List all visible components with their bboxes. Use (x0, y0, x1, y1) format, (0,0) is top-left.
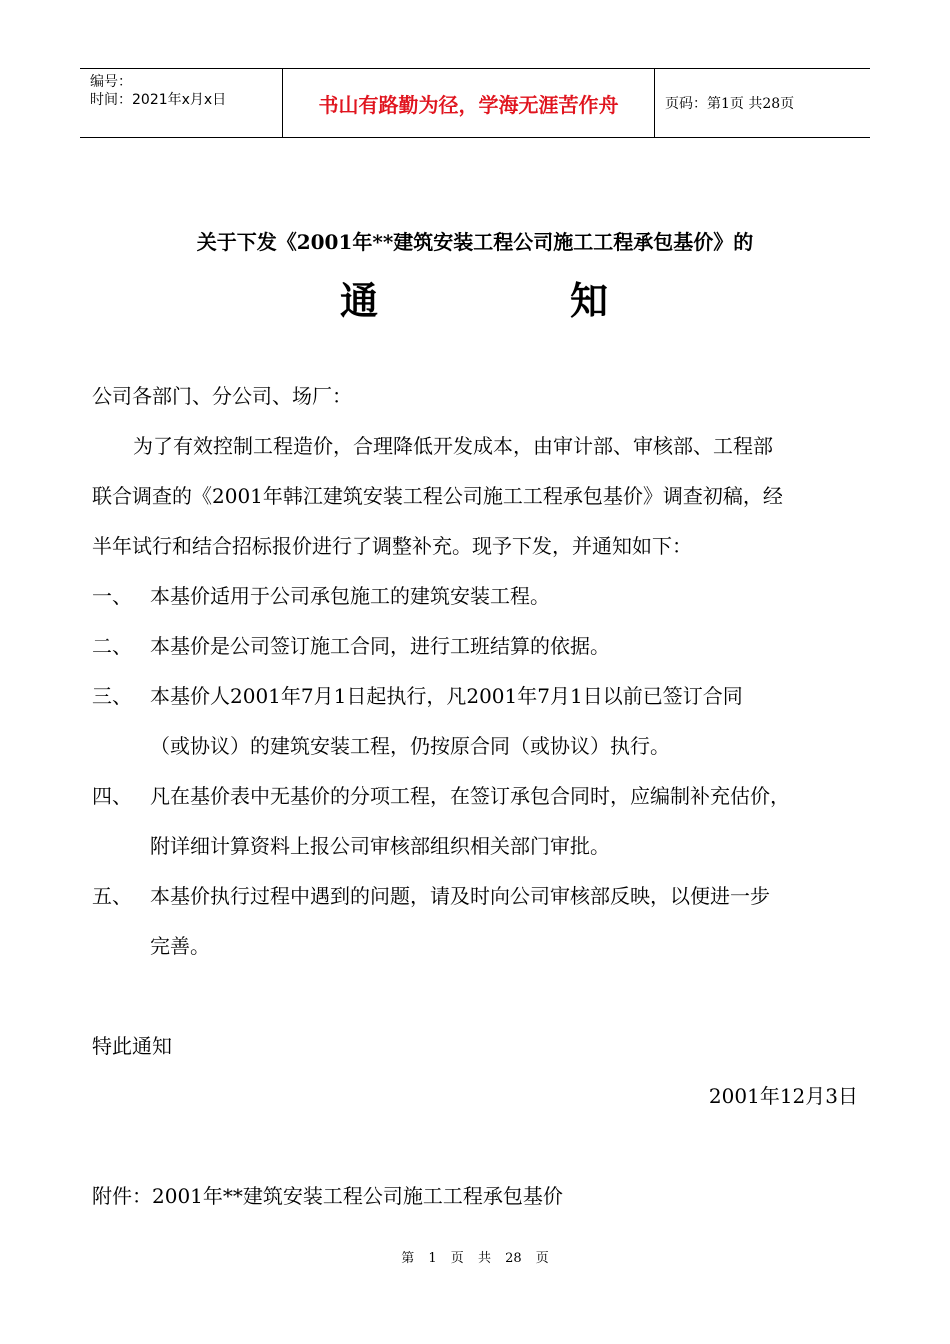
header-time-label: 时间：2021年x月x日 (90, 92, 227, 108)
title-char-zhi: 知 (570, 278, 609, 323)
document-date: 2001年12月3日 (708, 1084, 858, 1108)
header-meta (80, 69, 282, 137)
page-footer (0, 1247, 950, 1266)
salutation: 公司各部门、分公司、场厂： (92, 384, 352, 408)
intro-line-2: 联合调查的《2001年韩江建筑安装工程公司施工工程承包基价》调查初稿，经 (92, 484, 783, 508)
footer-gong: 共 (477, 1251, 491, 1266)
footer-page-number: 1 (428, 1251, 437, 1266)
item-4-number: 四、 (92, 784, 132, 808)
footer-ye-2: 页 (535, 1251, 549, 1266)
header-page-info: 页码：第1页 共28页 (665, 96, 795, 112)
document-title: 关于下发《2001年**建筑安装工程公司施工工程承包基价》的 (196, 230, 754, 254)
item-5-text-line-1: 本基价执行过程中遇到的问题，请及时向公司审核部反映，以便进一步 (150, 884, 770, 908)
closing-text: 特此通知 (92, 1034, 172, 1058)
item-4-text-line-1: 凡在基价表中无基价的分项工程，在签订承包合同时，应编制补充估价， (150, 784, 790, 808)
item-3-text-line-2: （或协议）的建筑安装工程，仍按原合同（或协议）执行。 (150, 734, 670, 758)
title-char-tong: 通 (340, 278, 379, 323)
item-2-text: 本基价是公司签订施工合同，进行工班结算的依据。 (150, 634, 610, 658)
item-2-number: 二、 (92, 634, 132, 658)
footer-ye-1: 页 (450, 1251, 464, 1266)
intro-line-1: 为了有效控制工程造价，合理降低开发成本，由审计部、审核部、工程部 (133, 434, 773, 458)
page-header (80, 68, 870, 138)
item-5-text-line-2: 完善。 (150, 934, 210, 958)
intro-line-3: 半年试行和结合招标报价进行了调整补充。现予下发，并通知如下： (92, 534, 692, 558)
item-1-text: 本基价适用于公司承包施工的建筑安装工程。 (150, 584, 550, 608)
item-4-text-line-2: 附详细计算资料上报公司审核部组织相关部门审批。 (150, 834, 610, 858)
header-slogan-cell (282, 69, 655, 137)
footer-total-pages: 28 (505, 1251, 522, 1266)
item-3-number: 三、 (92, 684, 132, 708)
item-5-number: 五、 (92, 884, 132, 908)
item-3-text-line-1: 本基价人2001年7月1日起执行，凡2001年7月1日以前已签订合同 (150, 684, 743, 708)
item-1-number: 一、 (92, 584, 132, 608)
footer-di: 第 (401, 1251, 415, 1266)
attachment-line: 附件：2001年**建筑安装工程公司施工工程承包基价 (92, 1184, 563, 1208)
header-number-label: 编号： (90, 74, 132, 90)
header-slogan: 书山有路勤为径，学海无涯苦作舟 (318, 92, 619, 117)
